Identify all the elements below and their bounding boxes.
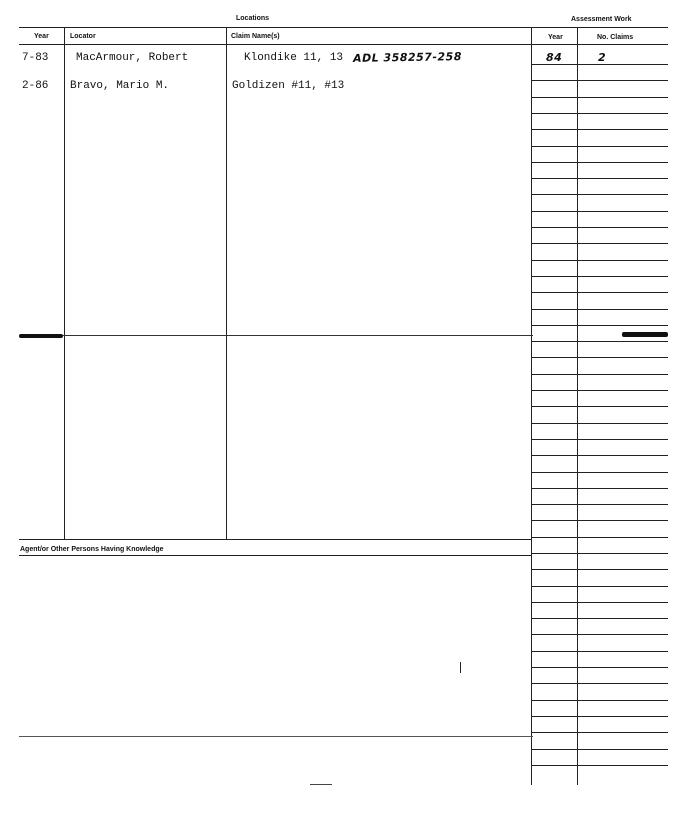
assessment-ruled-line [531,162,668,163]
assessment-ruled-line [531,618,668,619]
agent-label: Agent/or Other Persons Having Knowledge [20,546,164,553]
assessment-ruled-line [531,80,668,81]
assessment-ruled-line [531,325,668,326]
header-divider [19,44,668,45]
agent-divider [19,555,531,556]
assessment-ruled-line [531,129,668,130]
row1-year: 7-83 [22,52,49,64]
assessment-ruled-line [531,276,668,277]
row1-handwritten-annotation: ADL 358257-258 [352,50,463,65]
assessment-ruled-line [531,260,668,261]
assessment-ruled-line [531,749,668,750]
assessment-ruled-line [531,113,668,114]
row2-claims: Goldizen #11, #13 [232,80,345,92]
assessment-ruled-line [531,504,668,505]
scan-artifact-left [19,334,63,338]
col-aw-year-header: Year [548,34,563,41]
assessment-ruled-line [531,602,668,603]
assessment-ruled-line [531,227,668,228]
col-year-header: Year [34,33,49,40]
assessment-ruled-line [531,520,668,521]
row2-year: 2-86 [22,80,49,92]
assessment-ruled-line [531,586,668,587]
col-divider-locator [226,28,227,539]
locations-title: Locations [236,15,270,22]
assessment-ruled-line [531,553,668,554]
row1-locator: MacArmour, Robert [76,52,189,64]
assessment-ruled-line [531,64,668,65]
assessment-ruled-line [531,716,668,717]
assessment-ruled-line [531,683,668,684]
scan-artifact-right [622,332,668,337]
bottom-dash [310,784,332,785]
assessment-ruled-line [531,634,668,635]
assessment-ruled-line [531,374,668,375]
assessment-ruled-line [531,700,668,701]
assessment-work-title: Assessment Work [571,16,632,23]
assessment-ruled-line [531,146,668,147]
assessment-ruled-line [531,390,668,391]
assessment-ruled-line [531,97,668,98]
assessment-ruled-line [531,243,668,244]
assessment-ruled-line [531,357,668,358]
col-aw-claims-header: No. Claims [597,34,634,41]
assessment-ruled-line [531,455,668,456]
assessment-ruled-line [531,667,668,668]
row2-locator: Bravo, Mario M. [70,80,170,92]
col-locator-header: Locator [70,33,96,40]
aw-row1-claims: 2 [598,51,607,64]
assessment-ruled-line [531,178,668,179]
assessment-ruled-line [531,439,668,440]
assessment-ruled-line [531,341,668,342]
locations-bottom-border [19,539,531,540]
bottom-faded-line [19,736,533,737]
assessment-ruled-line [531,472,668,473]
assessment-ruled-line [531,423,668,424]
assessment-ruled-line [531,765,668,766]
col-divider-year [64,28,65,539]
assessment-ruled-line [531,537,668,538]
assessment-ruled-line [531,211,668,212]
assessment-ruled-line [531,309,668,310]
assessment-ruled-line [531,732,668,733]
assessment-ruled-line [531,488,668,489]
assessment-ruled-line [531,569,668,570]
top-border [19,27,668,28]
assessment-ruled-line [531,651,668,652]
col-claim-names-header: Claim Name(s) [231,33,280,40]
assessment-ruled-line [531,194,668,195]
stray-mark [460,662,461,673]
assessment-ruled-line [531,292,668,293]
middle-fold-line [63,335,533,336]
assessment-ruled-line [531,406,668,407]
aw-row1-year: 84 [546,51,563,64]
row1-claims: Klondike 11, 13 [244,52,344,64]
